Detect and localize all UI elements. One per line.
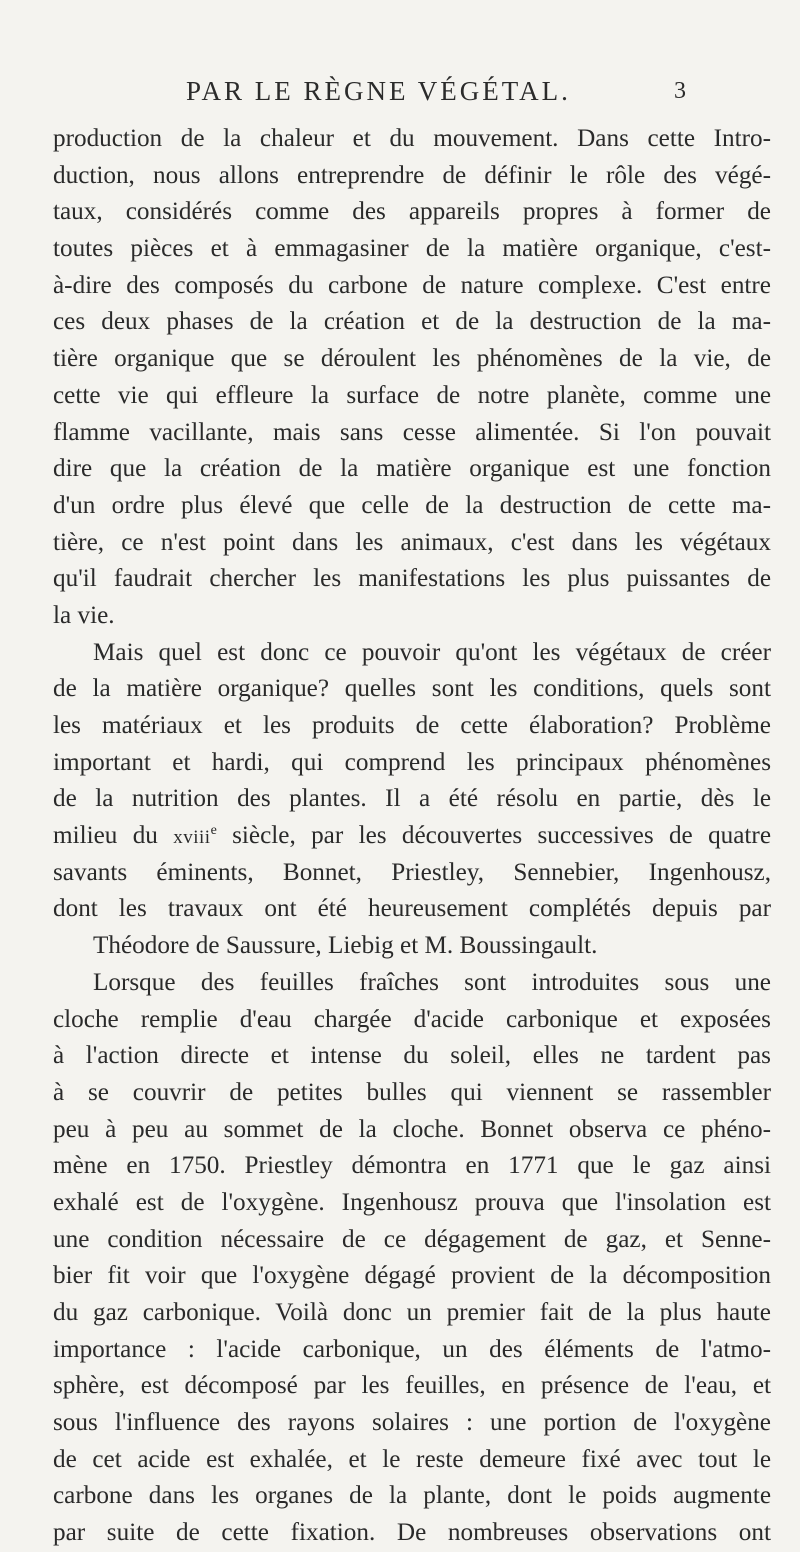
text-line: ces deux phases de la création et de la destruction de la ma- <box>53 308 771 336</box>
century-roman-numeral: xviii <box>173 827 211 849</box>
body-text <box>53 121 771 1552</box>
text-line: de cet acide est exhalée, et le reste demeure fixé avec tout le <box>53 1445 771 1473</box>
text-line: du gaz carbonique. Voilà donc un premier fait de la plus haute <box>53 1299 771 1326</box>
running-title: PAR LE RÈGNE VÉGÉTAL. <box>186 76 571 106</box>
text-line: carbone dans les organes de la plante, dont le poids augmente <box>53 1482 771 1510</box>
text-line: à-dire des composés du carbone de nature complexe. C'est entre <box>53 271 771 299</box>
text-line: de la nutrition des plantes. Il a été résolu en partie, dès le <box>53 785 771 813</box>
text-line: flamme vacillante, mais sans cesse alimentée. Si l'on pouvait <box>53 418 771 446</box>
text-line: importance : l'acide carbonique, un des éléments de l'atmo- <box>53 1335 771 1363</box>
text-line: savants éminents, Bonnet, Priestley, Sennebier, Ingenhousz, <box>53 858 771 886</box>
text-line-paragraph-end: la vie. <box>53 601 115 629</box>
text-line-century <box>53 818 771 855</box>
text-line: mène en 1750. Priestley démontra en 1771 que le gaz ainsi <box>53 1152 771 1180</box>
text-line: peu à peu au sommet de la cloche. Bonnet observa ce phéno- <box>53 1115 771 1143</box>
text-line: sous l'influence des rayons solaires : une portion de l'oxygène <box>53 1409 771 1437</box>
text-line: duction, nous allons entreprendre de définir le rôle des végé- <box>53 161 771 189</box>
text-line-paragraph-start: Mais quel est donc ce pouvoir qu'ont les végétaux de créer <box>93 638 771 666</box>
century-superscript: e <box>210 823 217 839</box>
text-line: les matériaux et les produits de cette élaboration? Problème <box>53 712 771 739</box>
text-line: production de la chaleur et du mouvement. Dans cette Intro- <box>53 125 771 152</box>
text-line: cloche remplie d'eau chargée d'acide carbonique et exposées <box>53 1005 771 1033</box>
text-line: à se couvrir de petites bulles qui viennent se rassembler <box>53 1078 771 1106</box>
text-line: toutes pièces et à emmagasiner de la matière organique, c'est- <box>53 235 771 263</box>
text-line: bier fit voir que l'oxygène dégagé provient de la décomposition <box>53 1262 771 1290</box>
text-line: une condition nécessaire de ce dégagement de gaz, et Senne- <box>53 1225 771 1253</box>
text-line-paragraph-start: Lorsque des feuilles fraîches sont introduites sous une <box>93 968 771 996</box>
century-line-before: milieu du <box>53 822 174 850</box>
century-line-after: siècle, par les découvertes successives de quatre <box>216 822 771 850</box>
text-line: dire que la création de la matière organique est une fonction <box>53 455 771 483</box>
text-line: dont les travaux ont été heureusement complétés depuis par <box>53 895 771 923</box>
text-line: sphère, est décomposé par les feuilles, en présence de l'eau, et <box>53 1372 771 1400</box>
text-line: qu'il faudrait chercher les manifestations les plus puissantes de <box>53 565 771 593</box>
text-line: tière organique que se déroulent les phénomènes de la vie, de <box>53 345 771 373</box>
text-line: exhalé est de l'oxygène. Ingenhousz prouva que l'insolation est <box>53 1188 771 1216</box>
text-line: important et hardi, qui comprend les principaux phénomènes <box>53 748 771 776</box>
text-line: cette vie qui effleure la surface de notre planète, comme une <box>53 381 771 409</box>
page-number: 3 <box>674 78 686 104</box>
text-line: de la matière organique? quelles sont les conditions, quels sont <box>53 675 771 703</box>
text-line: par suite de cette fixation. De nombreuses observations ont <box>53 1519 771 1547</box>
text-line: à l'action directe et intense du soleil, elles ne tardent pas <box>53 1042 771 1070</box>
running-head <box>116 76 686 116</box>
text-line: tière, ce n'est point dans les animaux, c'est dans les végétaux <box>53 528 771 556</box>
text-line-paragraph-end: Théodore de Saussure, Liebig et M. Boussingault. <box>93 932 598 960</box>
text-line: taux, considérés comme des appareils propres à former de <box>53 198 771 226</box>
text-line: d'un ordre plus élevé que celle de la destruction de cette ma- <box>53 491 771 519</box>
